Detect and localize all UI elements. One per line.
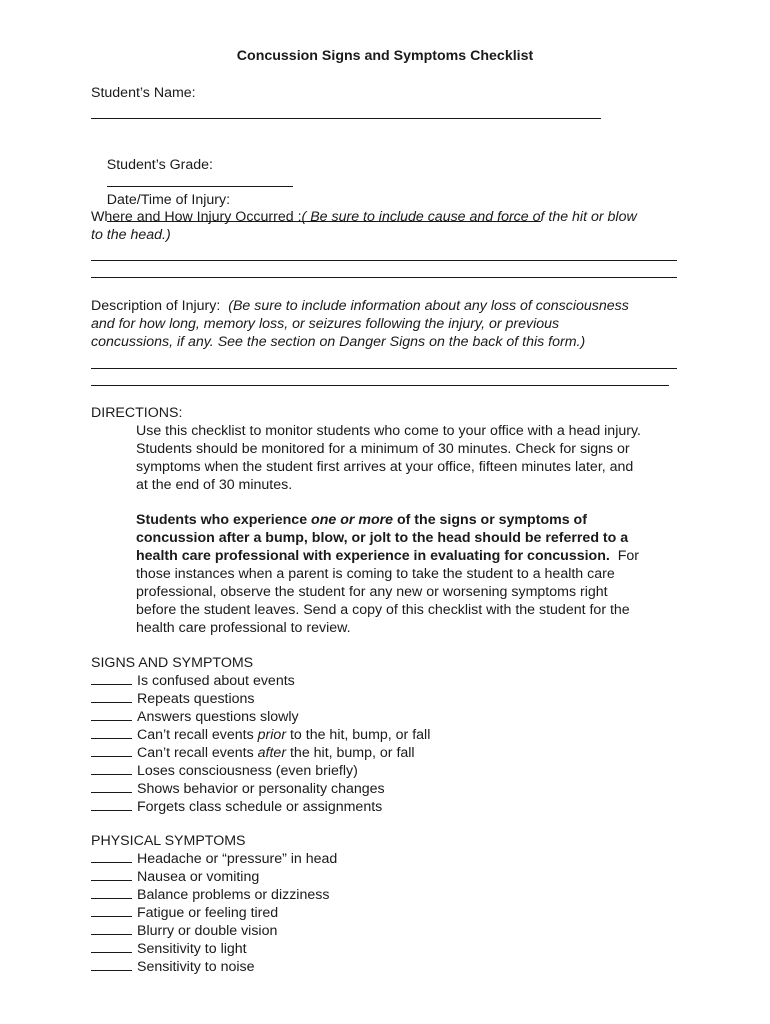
student-name-label: Student’s Name: (91, 85, 196, 101)
directions-text: Students should be monitored for a minimum of 30 minutes. Check for signs or (136, 441, 630, 457)
checklist-item-label: Forgets class schedule or assignments (137, 799, 383, 815)
injury-location-row (91, 208, 637, 226)
check-blank[interactable] (91, 940, 132, 953)
injury-description-field-1[interactable] (91, 368, 677, 369)
check-blank[interactable] (91, 958, 132, 971)
checklist-item-label: Answers questions slowly (137, 709, 299, 725)
referral-text: Students who experience (136, 512, 312, 528)
checklist-item (91, 940, 247, 958)
signs-heading: SIGNS AND SYMPTOMS (91, 655, 254, 671)
referral-notice (136, 547, 639, 565)
referral-text: For (609, 548, 640, 564)
student-grade-label: Student’s Grade: (106, 157, 213, 173)
checklist-item (91, 672, 295, 690)
check-blank[interactable] (91, 726, 132, 739)
checklist-item-label: Blurry or double vision (137, 923, 278, 939)
referral-text: of the signs or symptoms of (393, 512, 587, 528)
check-blank[interactable] (91, 798, 132, 811)
checklist-item-label: the hit, bump, or fall (286, 745, 415, 761)
directions-text: Use this checklist to monitor students who come to your office with a head injury. (136, 423, 641, 439)
checklist-item-label: Is confused about events (137, 673, 295, 689)
checklist-item-label: Loses consciousness (even briefly) (137, 763, 358, 779)
directions-text: at the end of 30 minutes. (136, 477, 293, 493)
checklist-item-label: to the hit, bump, or fall (286, 727, 431, 743)
referral-text: health care professional with experience in evaluating for concussion. (136, 548, 610, 564)
check-blank[interactable] (91, 690, 132, 703)
referral-notice (136, 511, 587, 529)
injury-description-label: Description of Injury: (91, 298, 221, 314)
checklist-item (91, 690, 255, 708)
check-blank[interactable] (91, 922, 132, 935)
checklist-item (91, 922, 277, 940)
injury-location-hint-2: to the head.) (91, 227, 171, 243)
injury-location-label: Where and How Injury Occurred : (91, 209, 302, 225)
checklist-item-emphasis: prior (257, 727, 287, 743)
page-title: Concussion Signs and Symptoms Checklist (236, 48, 534, 64)
checklist-item-label: Shows behavior or personality changes (137, 781, 385, 797)
check-blank[interactable] (91, 672, 132, 685)
checklist-item-label: Fatigue or feeling tired (137, 905, 279, 921)
referral-text: professional, observe the student for any new or worsening symptoms right (136, 584, 608, 600)
checklist-item (91, 762, 358, 780)
checklist-item-label: Can’t recall events (137, 745, 258, 761)
physical-heading: PHYSICAL SYMPTOMS (91, 833, 246, 849)
student-name-field[interactable] (91, 118, 601, 119)
check-blank[interactable] (91, 904, 132, 917)
check-blank[interactable] (91, 744, 132, 757)
referral-text: before the student leaves. Send a copy of this checklist with the student for the (136, 602, 630, 618)
check-blank[interactable] (91, 850, 132, 863)
injury-description-hint-2: and for how long, memory loss, or seizures following the injury, or previous (91, 316, 560, 332)
checklist-item-label: Nausea or vomiting (137, 869, 260, 885)
checklist-item-label: Sensitivity to light (137, 941, 247, 957)
check-blank[interactable] (91, 886, 132, 899)
checklist-item-label: Balance problems or dizziness (137, 887, 330, 903)
check-blank[interactable] (91, 868, 132, 881)
checklist-item-label: Sensitivity to noise (137, 959, 255, 975)
check-blank[interactable] (91, 762, 132, 775)
referral-notice: concussion after a bump, blow, or jolt to the head should be referred to a (136, 530, 629, 546)
checklist-item (91, 958, 255, 976)
directions-text: symptoms when the student first arrives at your office, fifteen minutes later, and (136, 459, 634, 475)
injury-description-row (91, 297, 629, 315)
date-time-label: Date/Time of Injury: (106, 192, 231, 208)
checklist-item (91, 726, 430, 744)
checklist-item (91, 850, 337, 868)
directions-heading: DIRECTIONS: (91, 405, 183, 421)
injury-location-field-2[interactable] (91, 277, 677, 278)
injury-description-hint: (Be sure to include information about any loss of consciousness (228, 298, 629, 314)
injury-location-hint: ( Be sure to include cause and force of the hit or blow (301, 209, 637, 225)
checklist-item-label: Repeats questions (137, 691, 255, 707)
checklist-item-label: Headache or “pressure” in head (137, 851, 338, 867)
checklist-item-emphasis: after (257, 745, 287, 761)
referral-emphasis: one or more (311, 512, 394, 528)
injury-description-field-2[interactable] (91, 385, 669, 386)
checklist-item (91, 886, 329, 904)
checklist-item (91, 780, 385, 798)
check-blank[interactable] (91, 708, 132, 721)
checklist-item (91, 798, 382, 816)
checklist-item (91, 868, 259, 886)
referral-text: health care professional to review. (136, 620, 351, 636)
checklist-item (91, 744, 415, 762)
injury-description-hint-3: concussions, if any. See the section on Danger Signs on the back of this form.) (91, 334, 586, 350)
injury-location-field-1[interactable] (91, 260, 677, 261)
checklist-item-label: Can’t recall events (137, 727, 258, 743)
check-blank[interactable] (91, 780, 132, 793)
checklist-item (91, 904, 278, 922)
checklist-item (91, 708, 299, 726)
referral-text: those instances when a parent is coming to take the student to a health care (136, 566, 615, 582)
